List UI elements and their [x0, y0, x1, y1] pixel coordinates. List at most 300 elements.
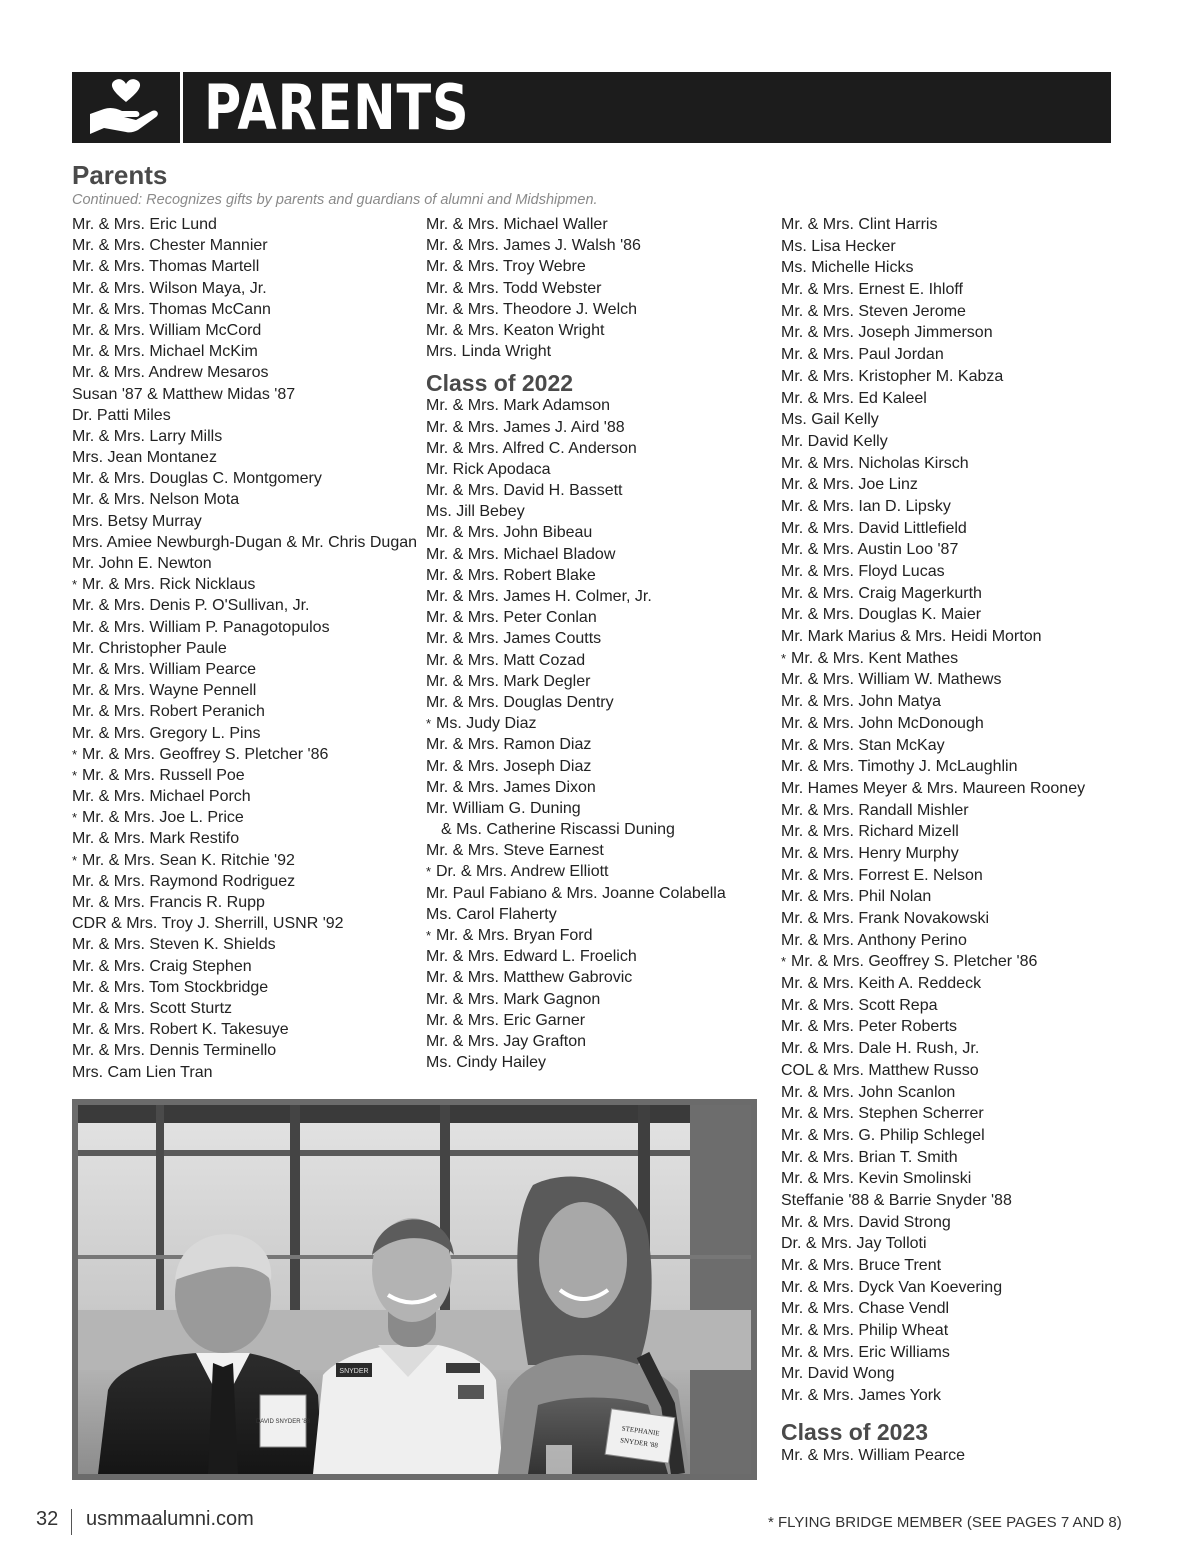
donor-name — [72, 998, 432, 1019]
donor-name — [781, 388, 1141, 410]
donor-name — [781, 648, 1141, 670]
donor-name — [72, 574, 432, 595]
donor-name — [72, 1040, 432, 1061]
donor-name-text: Mr. & Mrs. Todd Webster — [426, 279, 602, 297]
flying-bridge-star: * — [426, 864, 432, 880]
donor-name-text: Mr. & Mrs. Larry Mills — [72, 427, 223, 445]
donor-name-text: Mr. & Mrs. David H. Bassett — [426, 482, 623, 500]
donor-name-text: Mr. & Mrs. Craig Magerkurth — [781, 584, 982, 602]
donor-name-text: Mr. & Mrs. Ian D. Lipsky — [781, 497, 951, 515]
donor-name — [72, 532, 432, 553]
donor-name-text: Mr. & Mrs. Joe L. Price — [82, 809, 244, 827]
donor-name-text: Mr. & Mrs. James J. Walsh '86 — [426, 237, 641, 255]
donor-name — [72, 362, 432, 383]
donor-name-text: Mr. & Mrs. Wilson Maya, Jr. — [72, 279, 267, 297]
donor-name-text: Mr. & Mrs. Bruce Trent — [781, 1257, 942, 1274]
donor-name-text: CDR & Mrs. Troy J. Sherrill, USNR '92 — [72, 915, 344, 933]
donor-name — [781, 778, 1141, 800]
donor-name-text: Ms. Gail Kelly — [781, 411, 879, 429]
banner-divider — [180, 72, 183, 143]
donor-name — [781, 908, 1141, 930]
donor-name — [72, 553, 432, 574]
donor-name-text: Mr. & Mrs. William W. Mathews — [781, 671, 1002, 689]
donor-name-text: Mr. Christopher Paule — [72, 639, 227, 657]
flying-bridge-star: * — [426, 716, 432, 732]
donor-name — [72, 765, 432, 786]
donor-name-text: Mr. & Mrs. Keaton Wright — [426, 321, 605, 339]
donor-name — [781, 713, 1141, 735]
donor-name — [72, 828, 432, 849]
donor-name-text: Mr. & Mrs. Michael Bladow — [426, 545, 616, 563]
donor-name — [72, 320, 432, 341]
donor-name — [781, 843, 1141, 865]
class-year-heading: Class of 2023 — [781, 1418, 929, 1445]
donor-name — [781, 800, 1141, 822]
class-year-heading: Class of 2022 — [426, 370, 574, 397]
donor-name-text: Mr. David Kelly — [781, 432, 888, 450]
donor-name-text: Mr. & Mrs. Joe Linz — [781, 476, 918, 494]
donor-name-text: Mr. & Mrs. Steven Jerome — [781, 302, 966, 320]
donor-name — [781, 1255, 1141, 1277]
donor-name-text: Mr. & Mrs. John McDonough — [781, 714, 984, 732]
donor-name — [781, 474, 1141, 496]
donor-name-text: Mr. & Mrs. Timothy J. McLaughlin — [781, 758, 1018, 776]
donor-name-text: Mr. Hames Meyer & Mrs. Maureen Rooney — [781, 779, 1086, 797]
donor-name — [426, 819, 786, 840]
donor-name-text: Dr. Patti Miles — [72, 406, 171, 424]
footer-divider — [71, 1509, 72, 1535]
donor-name-text: Mr. John E. Newton — [72, 555, 212, 572]
donor-name-text: Mr. Rick Apodaca — [426, 460, 551, 478]
donor-name — [426, 480, 786, 501]
donor-name-text: Mrs. Amiee Newburgh-Dugan & Mr. Chris Dugan — [72, 533, 418, 551]
donor-name — [72, 850, 432, 871]
donor-name — [781, 322, 1141, 344]
donor-name — [72, 934, 432, 955]
donor-name-text: Mr. & Mrs. G. Philip Schlegel — [781, 1126, 985, 1144]
donor-name — [72, 807, 432, 828]
flying-bridge-star: * — [72, 852, 78, 868]
donor-name-text: Mr. & Mrs. Russell Poe — [82, 766, 245, 784]
donor-name-text: Mr. & Mrs. Dennis Terminello — [72, 1042, 277, 1060]
donor-name — [72, 617, 432, 638]
donor-name-text: Mr. & Mrs. Mark Gagnon — [426, 990, 601, 1008]
donor-name — [781, 1298, 1141, 1320]
donor-name-text: Mr. & Mrs. John Scanlon — [781, 1083, 956, 1101]
donor-name — [426, 904, 786, 925]
donor-name — [426, 883, 786, 904]
donor-name — [781, 409, 1141, 431]
flying-bridge-star: * — [72, 767, 78, 783]
donor-name — [781, 1320, 1141, 1342]
donor-name-text: Mr. & Mrs. Troy Webre — [426, 258, 586, 276]
donor-name — [781, 214, 1141, 236]
donor-name-text: Mr. & Mrs. Dyck Van Koevering — [781, 1278, 1003, 1296]
donor-name — [72, 723, 432, 744]
donor-name — [72, 468, 432, 489]
donor-name — [781, 344, 1141, 366]
donor-name-text: Mr. & Mrs. Matthew Gabrovic — [426, 969, 633, 987]
donor-name — [426, 278, 786, 299]
donor-name-text: Mr. & Mrs. Douglas C. Montgomery — [72, 470, 322, 488]
donor-name — [781, 366, 1141, 388]
donor-name-text: Mr. & Mrs. Joseph Jimmerson — [781, 324, 993, 342]
donor-column-3 — [781, 214, 1141, 1467]
donor-name-text: Mr. & Mrs. Mark Restifo — [72, 830, 240, 848]
donor-name-text: Mr. & Mrs. James H. Colmer, Jr. — [426, 588, 652, 605]
donor-name — [426, 840, 786, 861]
donor-name — [72, 871, 432, 892]
donor-name — [781, 561, 1141, 583]
donor-name-text: Ms. Michelle Hicks — [781, 259, 914, 277]
flying-bridge-star: * — [426, 928, 432, 943]
donor-name — [72, 256, 432, 277]
donor-name — [426, 320, 786, 341]
event-photo-image — [78, 1105, 751, 1474]
donor-name-text: Mr. & Mrs. Sean K. Ritchie '92 — [82, 851, 295, 869]
donor-name — [781, 1103, 1141, 1125]
donor-name — [426, 967, 786, 988]
donor-name-text: Mr. & Mrs. Nelson Mota — [72, 491, 240, 509]
donor-name-text: Mr. & Mrs. William Pearce — [781, 1446, 966, 1464]
donor-name — [781, 518, 1141, 540]
donor-name-text: Mr. Paul Fabiano & Mrs. Joanne Colabella — [426, 884, 726, 902]
donor-name — [781, 431, 1141, 453]
donor-name — [72, 278, 432, 299]
donor-name-text: Mr. & Mrs. Peter Roberts — [781, 1018, 958, 1036]
flying-bridge-star: * — [72, 810, 78, 826]
donor-name — [72, 426, 432, 447]
donor-name-text: Mr. & Mrs. William McCord — [72, 321, 262, 339]
donor-name-text: Mr. & Mrs. Thomas McCann — [72, 300, 271, 318]
donor-name-text: Mr. & Mrs. Eric Lund — [72, 216, 217, 233]
donor-name — [426, 650, 786, 671]
donor-name-text: Mr. & Mrs. Mark Adamson — [426, 397, 611, 415]
donor-name — [72, 299, 432, 320]
donor-name-text: Dr. & Mrs. Jay Tolloti — [781, 1235, 927, 1253]
donor-name — [781, 951, 1141, 973]
donor-name-text: Mr. & Mrs. Douglas K. Maier — [781, 606, 982, 624]
donor-name-text: Mr. & Mrs. Peter Conlan — [426, 609, 597, 627]
section-subtitle: Continued: Recognizes gifts by parents and guardians of alumni and Midshipmen. — [72, 192, 598, 208]
donor-name-text: Mr. & Mrs. Paul Jordan — [781, 346, 944, 364]
donor-name — [72, 341, 432, 362]
website-link[interactable]: usmmaalumni.com — [86, 1508, 254, 1530]
donor-name-text: Mr. & Mrs. Richard Mizell — [781, 823, 959, 841]
donor-name — [781, 539, 1141, 561]
donor-name — [781, 973, 1141, 995]
donor-name-text: Mr. & Mrs. Steven K. Shields — [72, 936, 276, 954]
donor-name-text: Mr. & Mrs. Mark Degler — [426, 672, 591, 690]
donor-name — [781, 886, 1141, 908]
banner-title: PARENTS — [204, 71, 470, 144]
page-number: 32 — [36, 1508, 59, 1530]
donor-name-text: Mr. & Mrs. Craig Stephen — [72, 957, 252, 975]
donor-name-text: Mr. & Mrs. Denis P. O'Sullivan, Jr. — [72, 597, 310, 615]
donor-name — [426, 256, 786, 277]
donor-name-text: Mr. & Mrs. James Coutts — [426, 630, 602, 648]
donor-name-text: Susan '87 & Matthew Midas '87 — [72, 385, 296, 403]
donor-name-text: Mr. & Mrs. Robert K. Takesuye — [72, 1021, 289, 1039]
donor-name — [72, 511, 432, 532]
donor-name — [426, 438, 786, 459]
donor-name — [426, 395, 786, 416]
donor-name — [781, 995, 1141, 1017]
section-title: Parents — [72, 160, 168, 190]
flying-bridge-note: * FLYING BRIDGE MEMBER (SEE PAGES 7 AND 8) — [768, 1514, 1122, 1531]
donor-name-text: Mr. & Mrs. Andrew Mesaros — [72, 364, 269, 382]
donor-name — [781, 604, 1141, 626]
donor-name — [72, 913, 432, 934]
donor-name — [426, 544, 786, 565]
donor-name-text: Mr. & Mrs. John Bibeau — [426, 524, 593, 542]
donor-name — [426, 713, 786, 734]
donor-name-text: Mr. & Mrs. James Dixon — [426, 778, 596, 796]
donor-name — [72, 235, 432, 256]
donor-name-text: Mr. & Mrs. Rick Nicklaus — [82, 576, 256, 594]
donor-name — [426, 692, 786, 713]
donor-name-text: & Ms. Catherine Riscassi Duning — [441, 821, 675, 839]
donor-name-text: Mr. & Mrs. Bryan Ford — [436, 927, 593, 944]
donor-name — [781, 930, 1141, 952]
donor-name — [72, 680, 432, 701]
donor-name — [781, 1212, 1141, 1234]
donor-name-text: Mr. & Mrs. Chase Vendl — [781, 1300, 950, 1318]
donor-name — [426, 214, 786, 235]
donor-name-text: Mr. David Wong — [781, 1365, 895, 1383]
donor-name — [781, 1125, 1141, 1147]
donor-name — [781, 583, 1141, 605]
donor-name-text: Mr. & Mrs. Kevin Smolinski — [781, 1170, 972, 1188]
donor-name-text: Mrs. Cam Lien Tran — [72, 1063, 213, 1081]
donor-name-text: Ms. Cindy Hailey — [426, 1054, 547, 1072]
donor-name-text: Mr. & Mrs. Alfred C. Anderson — [426, 439, 637, 457]
donor-name — [72, 489, 432, 510]
donor-name-text: Mr. & Mrs. David Strong — [781, 1213, 951, 1231]
donor-name-text: Mrs. Jean Montanez — [72, 449, 217, 467]
donor-name-text: Mr. & Mrs. Anthony Perino — [781, 931, 967, 949]
donor-name-text: Ms. Judy Diaz — [436, 715, 537, 733]
donor-name — [426, 734, 786, 755]
donor-name-text: Mr. & Mrs. Chester Mannier — [72, 237, 268, 255]
donor-name — [781, 1082, 1141, 1104]
donor-name — [426, 299, 786, 320]
donor-name-text: Mr. & Mrs. Douglas Dentry — [426, 693, 614, 711]
donor-name — [426, 565, 786, 586]
badge-right-line1: STEPHANIE — [621, 1424, 661, 1438]
donor-name-text: Mr. & Mrs. Philip Wheat — [781, 1322, 949, 1340]
donor-name — [426, 1031, 786, 1052]
donor-name — [426, 1052, 786, 1073]
donor-name-text: Mr. & Mrs. Geoffrey S. Pletcher '86 — [82, 745, 329, 763]
donor-name-text: Ms. Lisa Hecker — [781, 237, 896, 255]
donor-name-text: Mr. & Mrs. Phil Nolan — [781, 888, 932, 906]
donor-name-text: Mr. & Mrs. Jay Grafton — [426, 1032, 587, 1050]
donor-name — [72, 659, 432, 680]
donor-name-text: Mr. & Mrs. Ramon Diaz — [426, 736, 592, 754]
donor-name — [426, 459, 786, 480]
donor-name — [426, 522, 786, 543]
donor-name-text: Mr. & Mrs. John Matya — [781, 693, 942, 711]
donor-name-text: Mr. & Mrs. Scott Sturtz — [72, 999, 233, 1017]
donor-name — [426, 946, 786, 967]
donor-name — [426, 235, 786, 256]
donor-name-text: Mr. & Mrs. Michael Waller — [426, 216, 608, 233]
donor-name — [781, 821, 1141, 843]
donor-name-text: Mr. & Mrs. Kent Mathes — [791, 649, 959, 667]
flying-bridge-star: * — [781, 954, 787, 970]
donor-name-text: Mr. & Mrs. Scott Repa — [781, 996, 938, 1014]
donor-name-text: Mr. William G. Duning — [426, 799, 581, 817]
donor-name-text: Mr. & Mrs. Tom Stockbridge — [72, 978, 269, 996]
donor-name — [72, 447, 432, 468]
donor-name-text: Mr. & Mrs. Theodore J. Welch — [426, 300, 638, 318]
donor-name-text: Mr. & Mrs. William P. Panagotopulos — [72, 618, 330, 636]
donor-name — [72, 701, 432, 722]
donor-name-text: Mr. & Mrs. Dale H. Rush, Jr. — [781, 1040, 980, 1058]
donor-name-text: Mr. & Mrs. Joseph Diaz — [426, 757, 592, 775]
donor-name-text: Mr. & Mrs. Keith A. Reddeck — [781, 975, 982, 993]
donor-name — [781, 1342, 1141, 1364]
donor-name-text: Mr. & Mrs. Robert Peranich — [72, 703, 265, 721]
flying-bridge-star: * — [72, 746, 78, 762]
donor-name-text: Mr. & Mrs. Eric Williams — [781, 1343, 950, 1361]
donor-name — [781, 865, 1141, 887]
donor-name — [781, 453, 1141, 475]
donor-name — [781, 1147, 1141, 1169]
badge-right-line2: SNYDER '88 — [619, 1436, 659, 1450]
donor-name-text: Mr. & Mrs. Michael Porch — [72, 788, 251, 806]
donor-name-text: Mr. & Mrs. Austin Loo '87 — [781, 541, 959, 559]
donor-name — [781, 1038, 1141, 1060]
donor-name — [781, 735, 1141, 757]
donor-name — [781, 496, 1141, 518]
donor-name — [781, 1190, 1141, 1212]
donor-name — [781, 626, 1141, 648]
donor-name-text: Mr. & Mrs. Gregory L. Pins — [72, 724, 261, 742]
donor-name-text: Mr. & Mrs. James York — [781, 1387, 942, 1405]
donor-name-text: Mr. & Mrs. Ernest E. Ihloff — [781, 281, 963, 299]
donor-name-text: Mr. & Mrs. Brian T. Smith — [781, 1148, 958, 1166]
donor-name — [72, 744, 432, 765]
event-photo — [72, 1099, 757, 1480]
donor-name-text: Mr. & Mrs. William Pearce — [72, 660, 257, 678]
donor-name-text: Ms. Carol Flaherty — [426, 905, 557, 923]
flying-bridge-star: * — [781, 650, 787, 666]
donor-name-text: Mr. Mark Marius & Mrs. Heidi Morton — [781, 628, 1042, 646]
donor-name-text: Mr. & Mrs. Clint Harris — [781, 216, 938, 233]
donor-name-text: Mr. & Mrs. Matt Cozad — [426, 651, 586, 669]
donor-name — [781, 669, 1141, 691]
donor-name — [72, 405, 432, 426]
donor-name — [781, 1016, 1141, 1038]
donor-name-text: Mr. & Mrs. David Littlefield — [781, 519, 967, 537]
donor-column-2 — [426, 214, 786, 1073]
donor-name — [426, 777, 786, 798]
donor-name-text: Mr. & Mrs. Stephen Scherrer — [781, 1105, 984, 1123]
donor-name — [426, 756, 786, 777]
donor-name — [781, 691, 1141, 713]
donor-name-text: Mr. & Mrs. Francis R. Rupp — [72, 894, 265, 911]
donor-name-text: Mr. & Mrs. Robert Blake — [426, 566, 596, 584]
donor-name-text: Mr. & Mrs. Eric Garner — [426, 1011, 586, 1029]
donor-name-text: COL & Mrs. Matthew Russo — [781, 1061, 979, 1079]
donor-name — [72, 1062, 432, 1083]
donor-name-text: Mr. & Mrs. Forrest E. Nelson — [781, 866, 983, 884]
donor-name — [426, 607, 786, 628]
donor-name-text: Mrs. Linda Wright — [426, 343, 552, 361]
donor-name — [781, 1277, 1141, 1299]
donor-name-text: Mr. & Mrs. Wayne Pennell — [72, 682, 257, 700]
donor-name-text: Mr. & Mrs. Edward L. Froelich — [426, 948, 637, 966]
donor-name-text: Steffanie '88 & Barrie Snyder '88 — [781, 1191, 1012, 1209]
donor-name — [781, 756, 1141, 778]
donor-name — [426, 628, 786, 649]
donor-name-text: Mr. & Mrs. Thomas Martell — [72, 258, 260, 276]
donor-name-text: Mr. & Mrs. Frank Novakowski — [781, 910, 990, 927]
donor-name — [72, 595, 432, 616]
donor-name — [781, 301, 1141, 323]
donor-name — [426, 671, 786, 692]
donor-name — [426, 341, 786, 362]
donor-name — [426, 925, 786, 946]
donor-name-text: Mr. & Mrs. Raymond Rodriguez — [72, 872, 296, 890]
donor-name — [781, 1363, 1141, 1385]
donor-name-text: Mr. & Mrs. Michael McKim — [72, 343, 258, 361]
donor-name-text: Mr. & Mrs. Ed Kaleel — [781, 389, 927, 407]
donor-name — [72, 384, 432, 405]
flying-bridge-star: * — [72, 577, 78, 593]
donor-name-text: Mr. & Mrs. Stan McKay — [781, 736, 945, 754]
donor-name — [781, 1445, 1141, 1467]
donor-name — [72, 638, 432, 659]
donor-name — [72, 786, 432, 807]
donor-name — [72, 1019, 432, 1040]
donor-name-text: Mr. & Mrs. Kristopher M. Kabza — [781, 367, 1004, 385]
donor-name — [781, 1385, 1141, 1407]
donor-name — [426, 1010, 786, 1031]
donor-name — [781, 236, 1141, 258]
donor-name — [781, 1168, 1141, 1190]
donor-name — [426, 989, 786, 1010]
donor-name-text: Dr. & Mrs. Andrew Elliott — [436, 863, 609, 881]
donor-name — [426, 501, 786, 522]
donor-name — [781, 279, 1141, 301]
donor-name-text: Mr. & Mrs. Henry Murphy — [781, 844, 959, 862]
donor-name — [426, 861, 786, 882]
badge-left-text: DAVID SNYDER '88 — [255, 1419, 311, 1425]
donor-name — [72, 214, 432, 235]
donor-name — [426, 417, 786, 438]
donor-name-text: Mrs. Betsy Murray — [72, 512, 202, 530]
donor-name-text: Mr. & Mrs. Nicholas Kirsch — [781, 454, 969, 472]
section-banner — [72, 72, 1111, 143]
donor-name — [426, 798, 786, 819]
hand-heart-icon — [86, 76, 166, 139]
donor-name — [72, 956, 432, 977]
donor-name — [426, 586, 786, 607]
donor-name — [72, 892, 432, 913]
donor-name-text: Mr. & Mrs. James J. Aird '88 — [426, 418, 625, 436]
donor-name-text: Mr. & Mrs. Geoffrey S. Pletcher '86 — [791, 953, 1038, 971]
donor-column-1 — [72, 214, 432, 1083]
donor-name — [781, 257, 1141, 279]
donor-name — [781, 1233, 1141, 1255]
donor-name — [72, 977, 432, 998]
badge-center-text: SNYDER — [339, 1368, 369, 1375]
donor-name-text: Mr. & Mrs. Steve Earnest — [426, 842, 604, 860]
donor-name — [781, 1060, 1141, 1082]
